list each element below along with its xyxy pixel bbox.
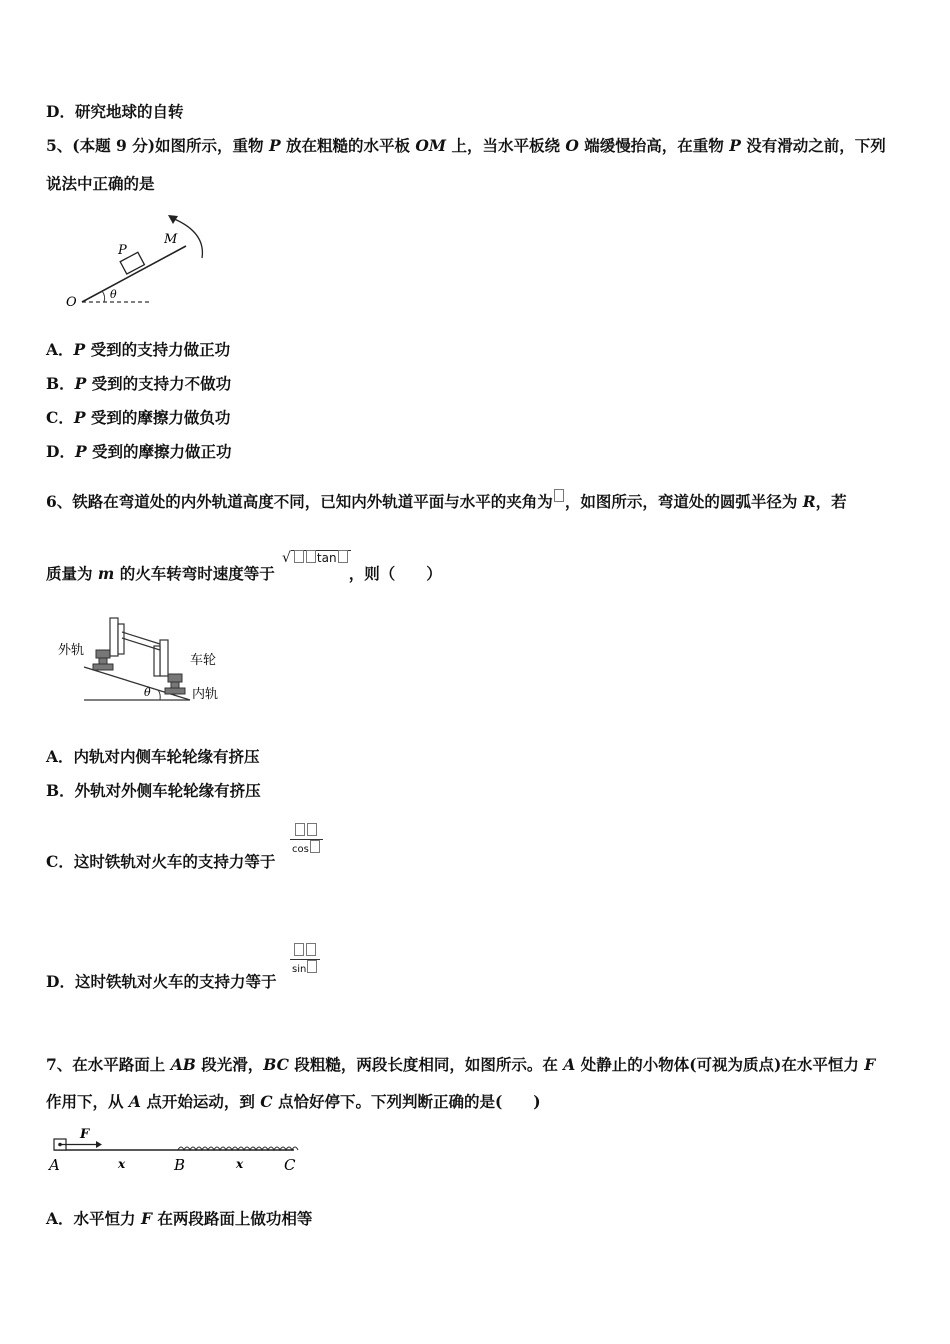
q7-stem-line1: 7、在水平路面上 AB 段光滑，BC 段粗糙，两段长度相同，如图所示。在 A 处静止的小物体(可视为质点)在水平恒力 F	[46, 1055, 876, 1074]
q7-label-x2: x	[236, 1157, 244, 1171]
q6-option-c-fraction: cos	[290, 823, 323, 856]
q6-label-wheel: 车轮	[190, 653, 217, 668]
q5-label-p: P	[118, 243, 127, 258]
q7-force-arrow-head	[96, 1141, 102, 1148]
q6-angle-arc	[158, 690, 160, 700]
q5-option-d: D．P 受到的摩擦力做正功	[46, 442, 232, 461]
q6-theta-placeholder	[554, 489, 564, 502]
q4-option-d	[46, 102, 183, 122]
q6-label-inner-rail: 内轨	[192, 687, 219, 702]
q6-option-d-fraction: sin	[290, 943, 320, 976]
q5-label-theta: θ	[110, 288, 117, 301]
q7-label-a: A	[49, 1156, 60, 1174]
q6-option-d: D．这时铁轨对火车的支持力等于	[46, 972, 277, 991]
q7-rough-segment	[178, 1147, 298, 1150]
q6-railway-figure	[56, 610, 246, 706]
q5-label-o: O	[66, 295, 77, 310]
q7-road-figure	[46, 1124, 306, 1174]
q7-option-a: A．水平恒力 F 在两段路面上做功相等	[46, 1209, 313, 1228]
q5-incline-figure	[60, 212, 220, 312]
q6-stem-line1: 6、铁路在弯道处的内外轨道高度不同，已知内外轨道平面与水平的夹角为 ，如图所示，弯道处的圆弧半径为 R，若	[46, 489, 847, 512]
q6-option-a: A．内轨对内侧车轮轮缘有挤压	[46, 747, 260, 766]
q5-stem-line1: 5、(本题 9 分)如图所示，重物 P 放在粗糙的水平板 OM 上，当水平板绕 O 端缓慢抬高，在重物 P 没有滑动之前，下列	[46, 136, 886, 155]
q6-label-theta: θ	[144, 686, 151, 699]
q5-label-m: M	[164, 232, 178, 247]
q5-option-b: B．P 受到的支持力不做功	[46, 374, 232, 393]
q6-option-b: B．外轨对外侧车轮轮缘有挤压	[46, 781, 261, 800]
q6-inner-rail	[165, 674, 185, 694]
q5-angle-arc	[102, 291, 105, 302]
q6-option-c: C．这时铁轨对火车的支持力等于	[46, 852, 276, 871]
q6-label-outer-rail: 外轨	[58, 643, 85, 658]
q6-wheel-axle	[110, 618, 168, 676]
q5-stem-line2: 说法中正确的是	[46, 174, 155, 193]
q7-label-x1: x	[118, 1157, 126, 1171]
q7-stem-line2: 作用下，从 A 点开始运动，到 C 点恰好停下。下列判断正确的是( )	[46, 1092, 541, 1111]
q5-option-a: A．P 受到的支持力做正功	[46, 340, 231, 359]
q7-label-b: B	[174, 1156, 186, 1174]
q5-option-c: C．P 受到的摩擦力做负功	[46, 408, 231, 427]
q4-option-d-text: D．研究地球的自转	[46, 102, 184, 121]
q7-label-c: C	[284, 1156, 296, 1174]
q6-stem-line2: 质量为 m 的火车转弯时速度等于 ，则（ ）	[46, 564, 442, 583]
q7-label-f: F	[80, 1127, 90, 1142]
q6-speed-formula: √ tan	[282, 550, 351, 566]
